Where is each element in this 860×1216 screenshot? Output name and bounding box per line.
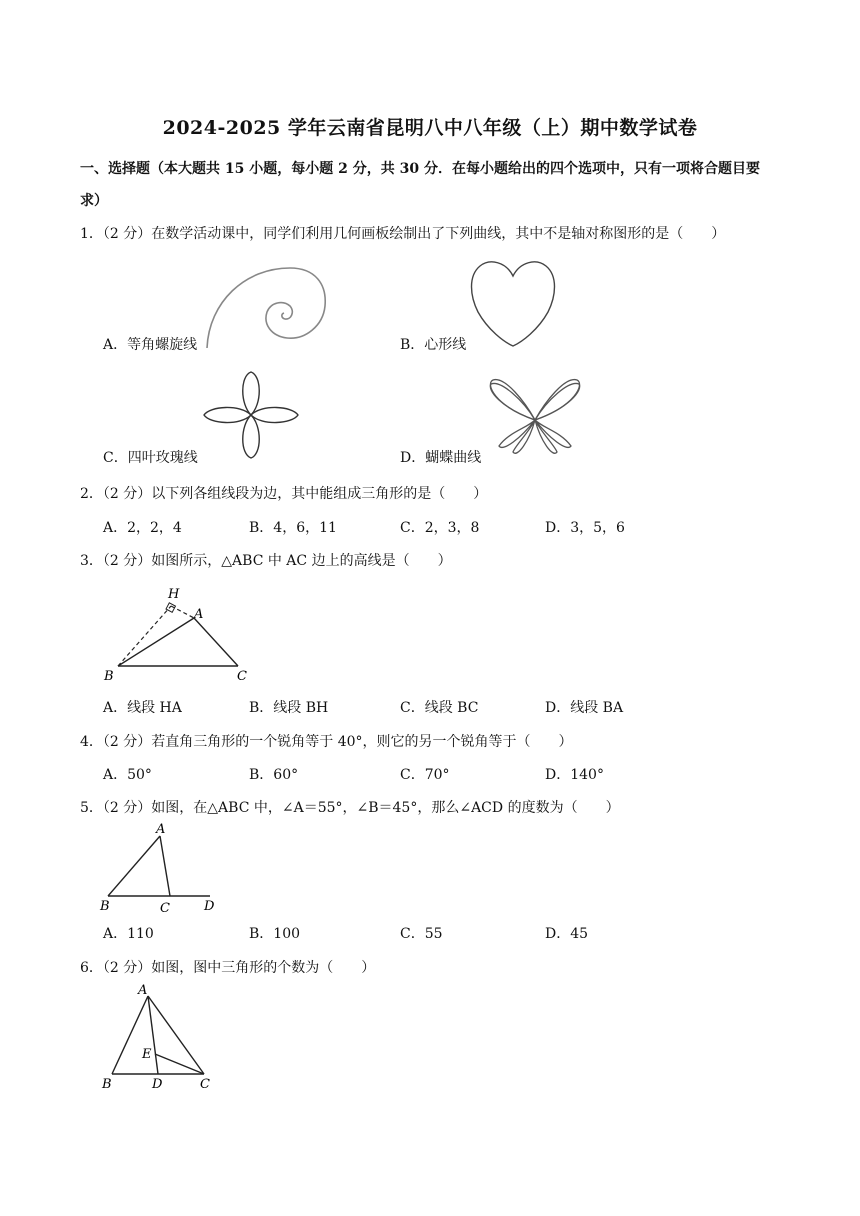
label-c: C [237, 669, 247, 684]
q5-option-c[interactable]: C．55 [400, 926, 443, 942]
label-c: C [200, 1077, 210, 1092]
section-heading: 一、选择题（本大题共 15 小题，每小题 2 分，共 30 分．在每小题给出的四个选项中，只有一项将合题目要求） [80, 161, 760, 209]
q2-option-a[interactable]: A．2，2，4 [103, 520, 182, 536]
label-b: B [104, 669, 114, 684]
heart-figure [468, 256, 558, 350]
q1-option-a[interactable]: A．等角螺旋线 [103, 337, 198, 353]
q5-option-a[interactable]: A．110 [103, 926, 154, 942]
spiral-figure [195, 262, 335, 352]
q1-option-c[interactable]: C．四叶玫瑰线 [103, 450, 198, 466]
label-d: D [204, 899, 215, 914]
q4-option-d[interactable]: D．140° [545, 767, 604, 783]
q3-option-b[interactable]: B．线段 BH [249, 700, 329, 716]
label-h: H [168, 587, 180, 602]
q2-option-c[interactable]: C．2，3，8 [400, 520, 480, 536]
butterfly-figure [485, 372, 585, 464]
label-a: A [138, 983, 148, 998]
question-3-stem: 3．（2 分）如图所示，△ABC 中 AC 边上的高线是（ ） [80, 553, 452, 569]
triangle-altitude-figure [98, 584, 258, 684]
q3-option-c[interactable]: C．线段 BC [400, 700, 479, 716]
triangle-exterior-angle-figure [98, 820, 228, 915]
q1-option-b[interactable]: B．心形线 [400, 337, 467, 353]
q3-option-a[interactable]: A．线段 HA [103, 700, 182, 716]
question-6-stem: 6．（2 分）如图，图中三角形的个数为（ ） [80, 960, 376, 976]
label-e: E [142, 1047, 152, 1062]
label-a: A [156, 822, 166, 837]
exam-title: 2024-2025 学年云南省昆明八中八年级（上）期中数学试卷 [162, 117, 698, 139]
q5-option-d[interactable]: D．45 [545, 926, 589, 942]
question-5-stem: 5．（2 分）如图，在△ABC 中，∠A＝55°，∠B＝45°，那么∠ACD 的度数为（ ） [80, 800, 620, 816]
label-a: A [194, 607, 204, 622]
question-1-stem: 1．（2 分）在数学活动课中，同学们利用几何画板绘制出了下列曲线，其中不是轴对称图形的是（ ） [80, 226, 726, 242]
four-leaf-rose-figure [202, 370, 300, 460]
label-d: D [152, 1077, 163, 1092]
q2-option-b[interactable]: B．4，6，11 [249, 520, 337, 536]
q4-option-c[interactable]: C．70° [400, 767, 450, 783]
q5-option-b[interactable]: B．100 [249, 926, 301, 942]
q4-option-b[interactable]: B．60° [249, 767, 299, 783]
question-4-stem: 4．（2 分）若直角三角形的一个锐角等于 40°，则它的另一个锐角等于（ ） [80, 734, 573, 750]
q1-option-d[interactable]: D．蝴蝶曲线 [400, 450, 482, 466]
triangle-count-figure [98, 982, 228, 1092]
q4-option-a[interactable]: A．50° [103, 767, 152, 783]
question-2-stem: 2．（2 分）以下列各组线段为边，其中能组成三角形的是（ ） [80, 486, 488, 502]
label-b: B [100, 899, 110, 914]
label-c: C [160, 901, 170, 915]
q2-option-d[interactable]: D．3，5，6 [545, 520, 625, 536]
label-b: B [102, 1077, 112, 1092]
q3-option-d[interactable]: D．线段 BA [545, 700, 624, 716]
